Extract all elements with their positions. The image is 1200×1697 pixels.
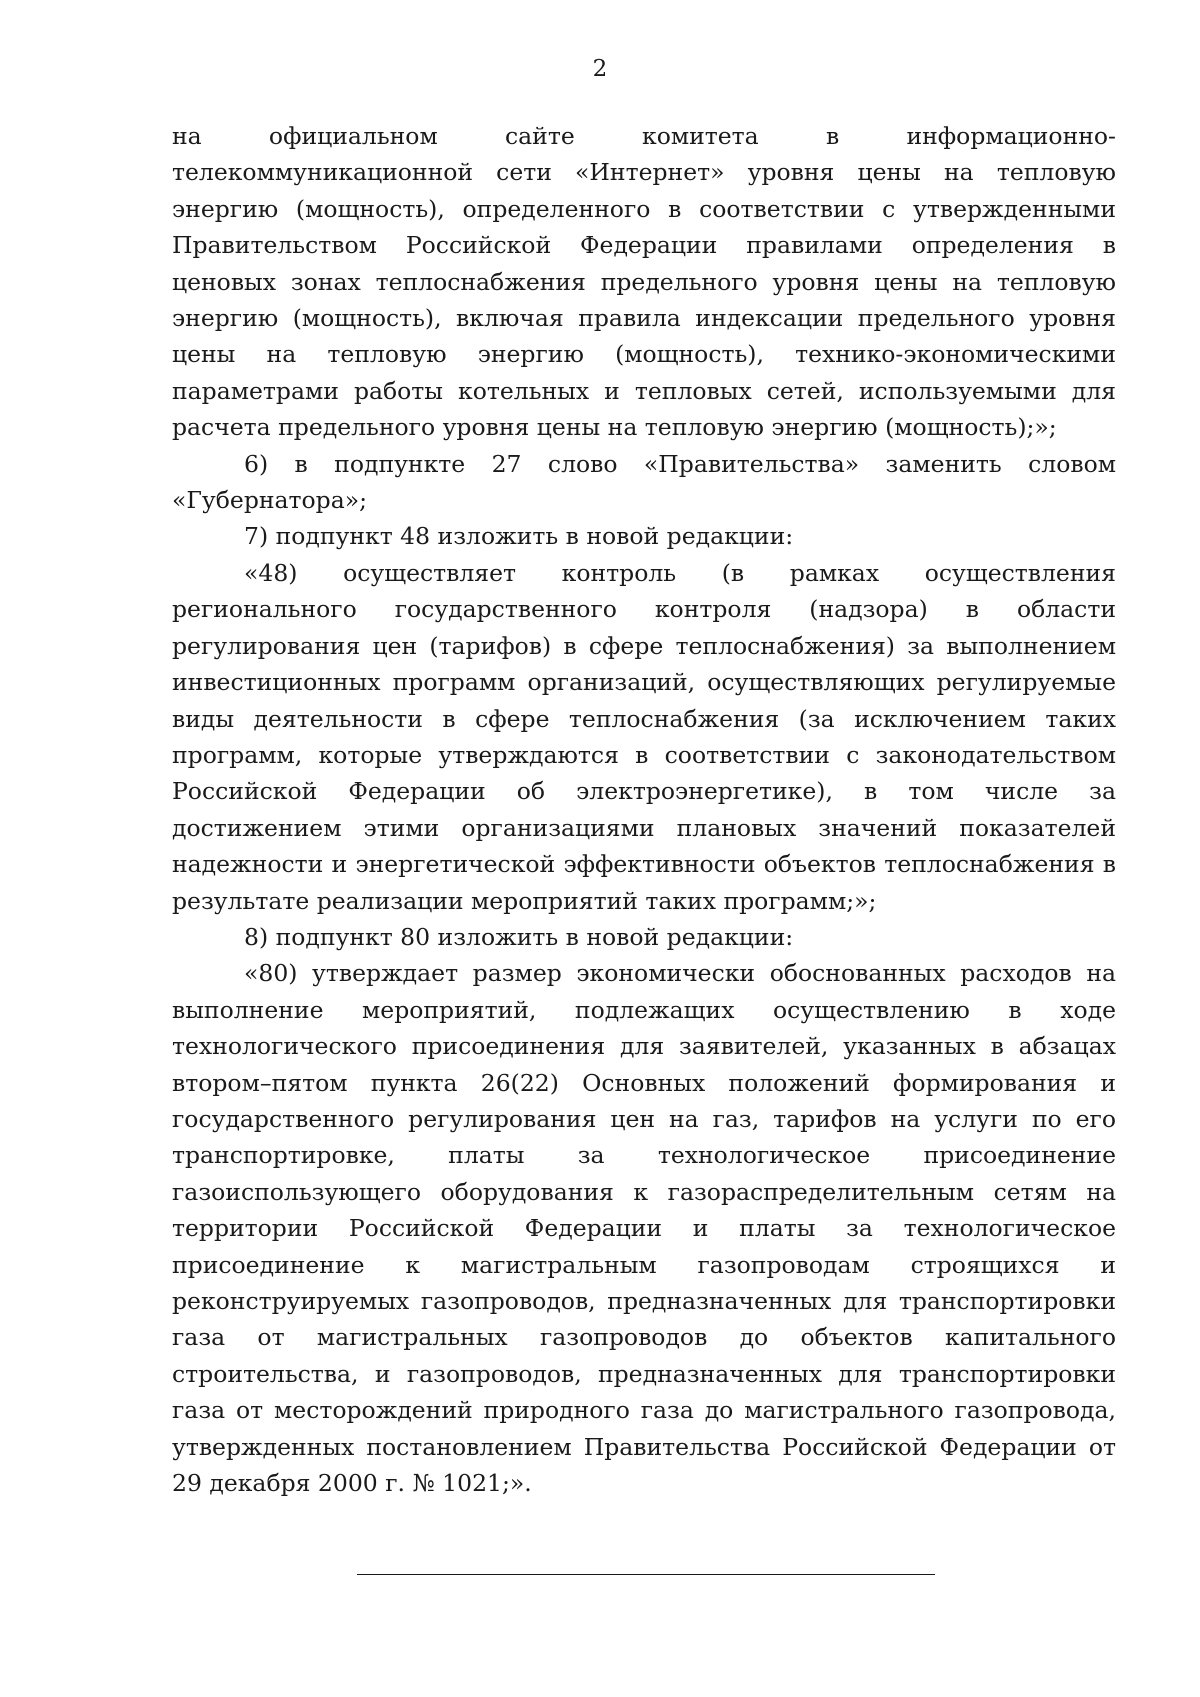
paragraph-item-8: 8) подпункт 80 изложить в новой редакции: [244,922,794,951]
paragraph-quote-80: «80) утверждает размер экономически обоснованных расходов на выполнение мероприятий, подлежащих осуществлению в ходе технологического присоединения для заявителей, указанных в абзацах втором–пятом пункта 26(22) Основных положений формирования и государственного регулирования цен на газ, тарифов на услуги по его транспортировке, платы за технологическое присоединение газоиспользующего оборудования к газораспределительным сетям на территории Российской Федерации и платы за технологическое присоединение к магистральным газопроводам строящихся и реконструируемых газопроводов, предназначенных для транспортировки газа от магистральных газопроводов до объектов капитального строительства, и газопроводов, предназначенных для транспортировки газа от месторождений природного газа до магистрального газопровода, утвержденных постановлением Правительства Российской Федерации от 29 декабря 2000 г. № 1021;». [172,959,1116,1498]
paragraph-item-6: 6) в подпункте 27 слово «Правительства» заменить словом «Губернатора»; [172,449,1116,515]
end-of-document-rule [357,1574,935,1575]
paragraph-item-7: 7) подпункт 48 изложить в новой редакции: [244,522,794,551]
document-body [172,118,1116,1501]
paragraph-quote-48: «48) осуществляет контроль (в рамках осуществления регионального государственного контроля (надзора) в области регулирования цен (тарифов) в сфере теплоснабжения) за выполнением инвестиционных программ организаций, осуществляющих регулируемые виды деятельности в сфере теплоснабжения (за исключением таких программ, которые утверждаются в соответствии с законодательством Российской Федерации об электроэнергетике), в том числе за достижением этими организациями плановых значений показателей надежности и энергетической эффективности объектов теплоснабжения в результате реализации мероприятий таких программ;»; [172,558,1116,915]
page-number: 2 [592,56,608,82]
paragraph-continuation: на официальном сайте комитета в информационно-телекоммуникационной сети «Интернет» уровня цены на тепловую энергию (мощность), определенного в соответствии с утвержденными Правительством Российской Федерации правилами определения в ценовых зонах теплоснабжения предельного уровня цены на тепловую энергию (мощность), включая правила индексации предельного уровня цены на тепловую энергию (мощность), технико-экономическими параметрами работы котельных и тепловых сетей, используемыми для расчета предельного уровня цены на тепловую энергию (мощность);»; [172,122,1116,442]
